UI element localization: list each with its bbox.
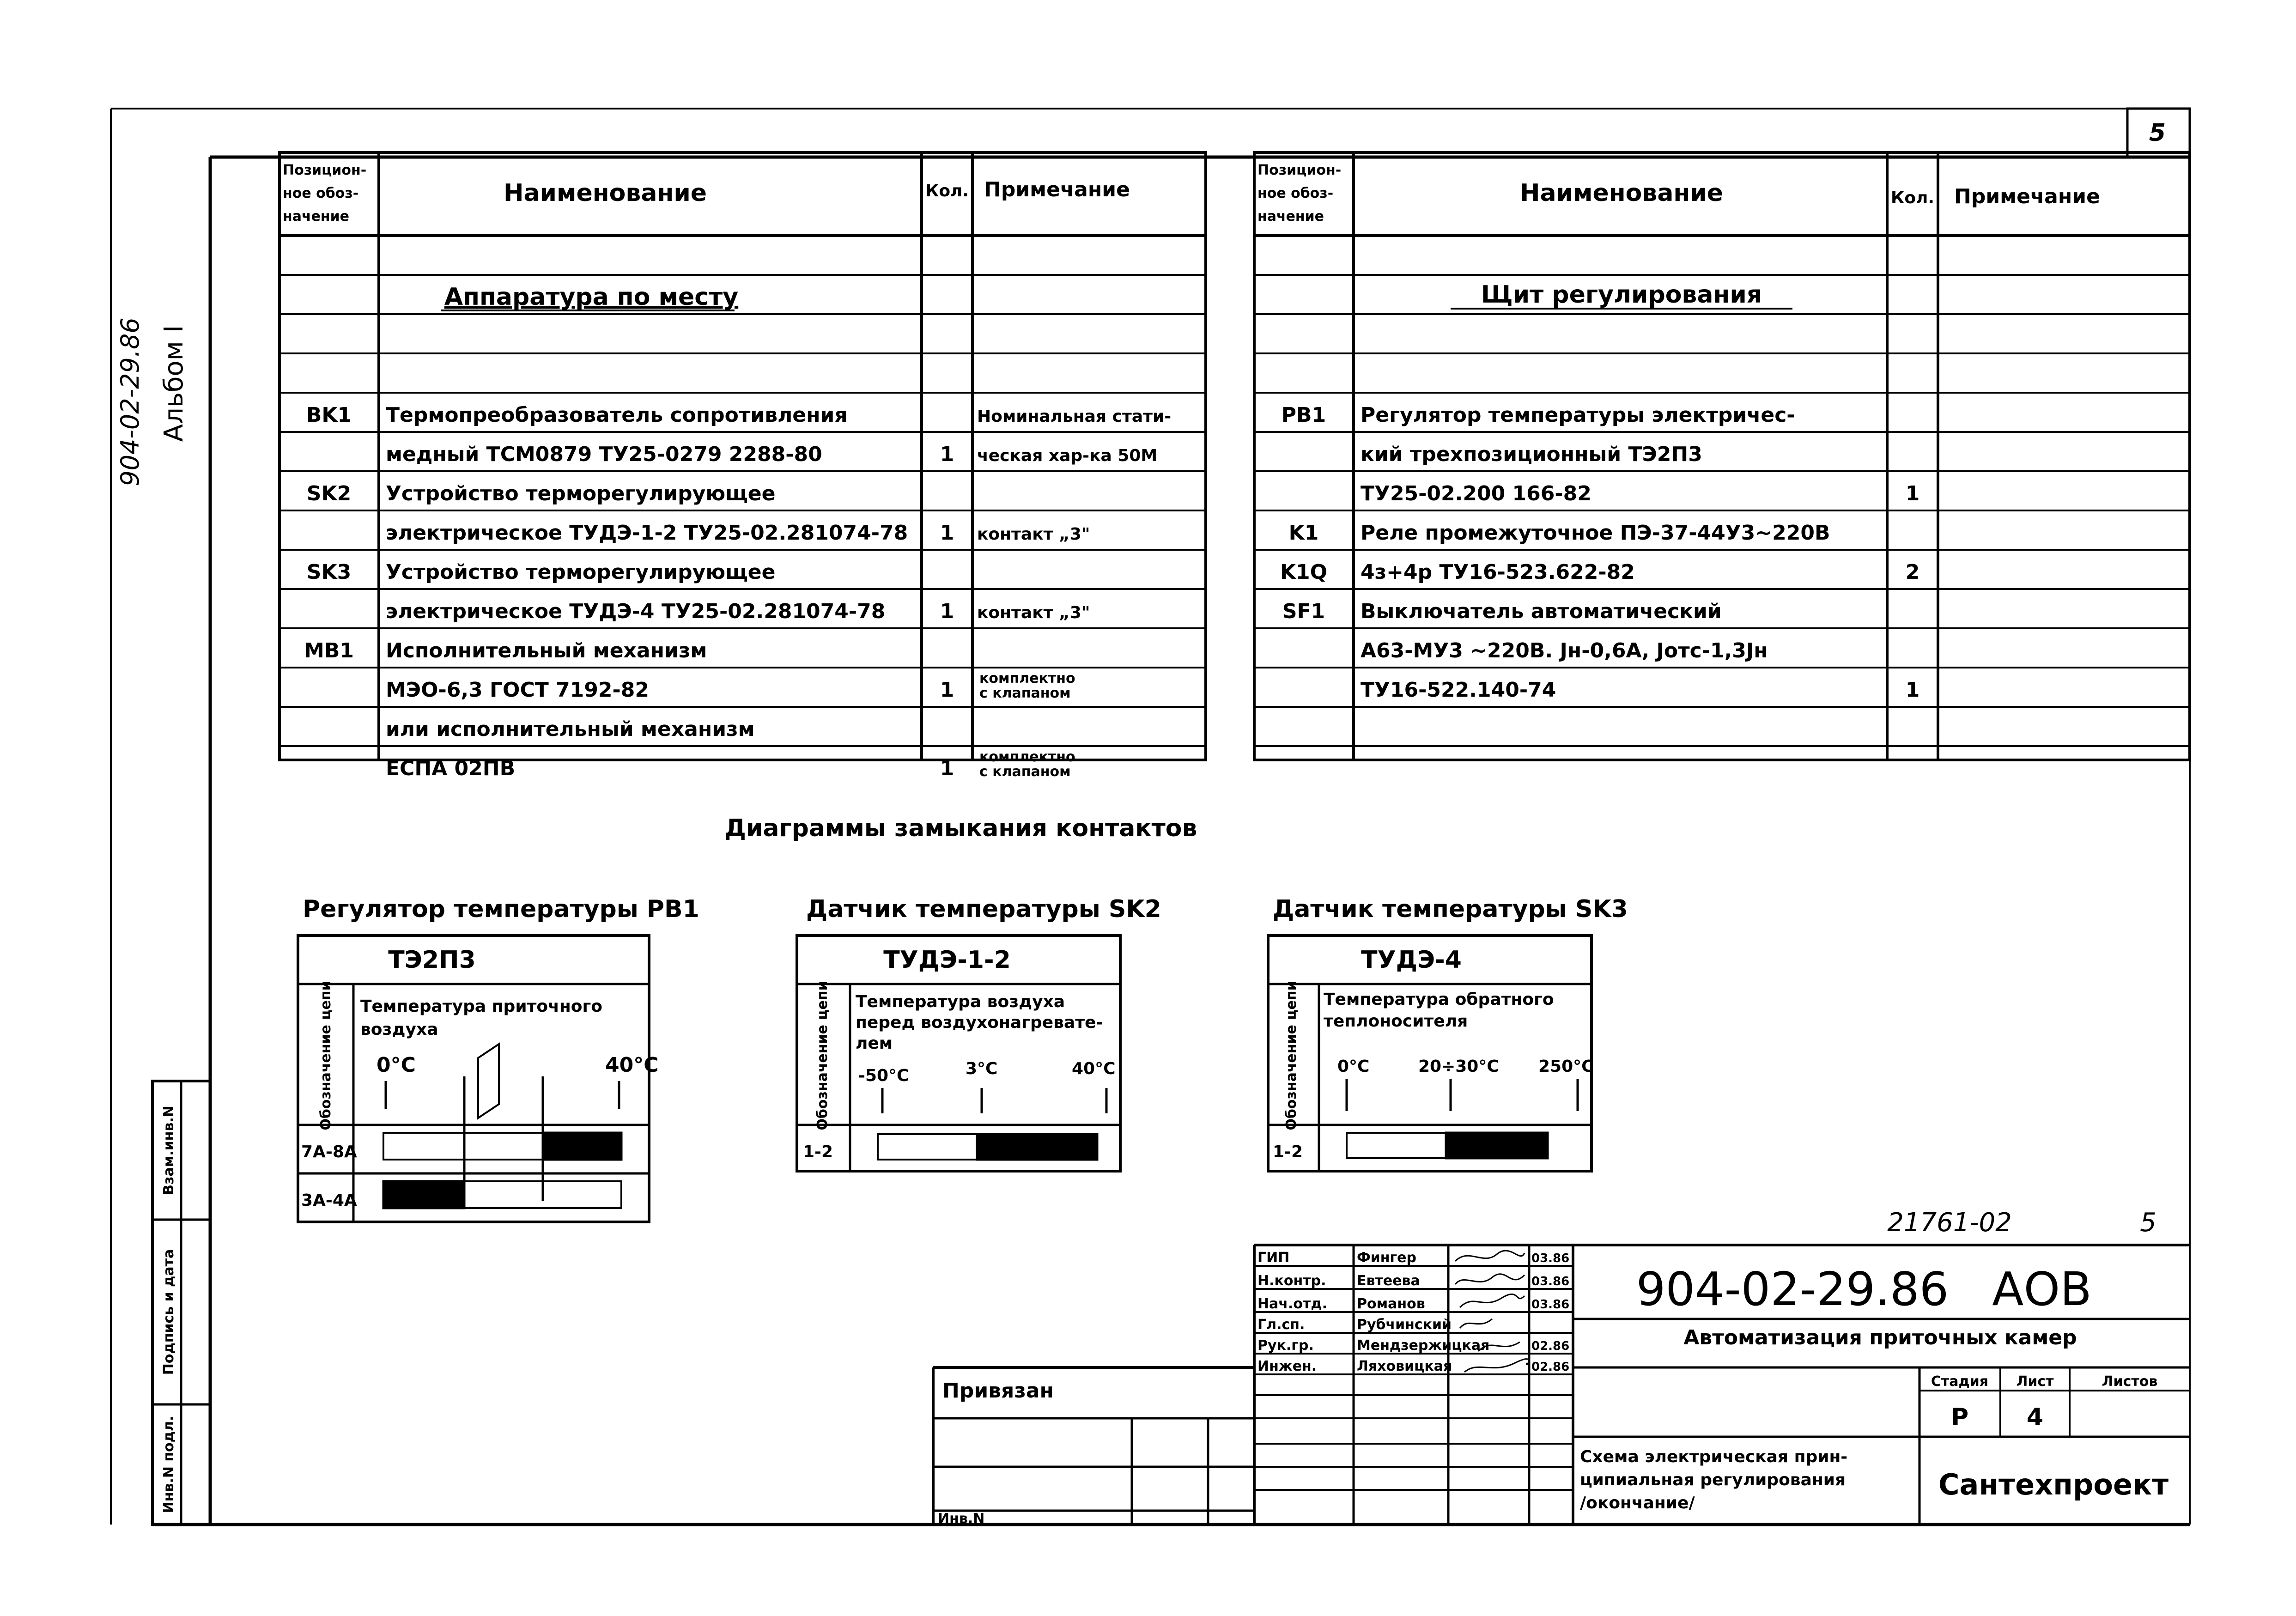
reg-number: 21761-02	[1887, 1208, 2012, 1238]
title-sheet-label: Лист	[2016, 1373, 2054, 1390]
sig-date: 03.86	[1531, 1275, 1570, 1288]
sig-name: Ляховицкая	[1357, 1358, 1452, 1374]
lt-row-name: Термопреобразователь сопротивления	[386, 403, 848, 427]
sig-name: Мендзержицкая	[1357, 1337, 1490, 1354]
sig-role: Гл.сп.	[1257, 1317, 1305, 1333]
diagram-2-circuit-1: 1-2	[803, 1142, 833, 1161]
lt-row-poz: SK3	[306, 560, 352, 584]
rt-row-name: А63-МУ3 ~220В. Jн-0,6А, Jотс-1,3Jн	[1361, 639, 1768, 662]
lt-row-kol: 1	[940, 600, 954, 623]
stamp-podpis: Подпись и дата	[161, 1249, 177, 1375]
sig-date: 03.86	[1531, 1251, 1570, 1265]
lt-header-kol: Кол.	[925, 182, 969, 200]
sig-role: Н.контр.	[1257, 1273, 1326, 1289]
title-stage: Р	[1950, 1403, 1969, 1431]
lt-row-name: ЕСПА 02ПВ	[386, 757, 516, 780]
diagram-2-tick-1: 3°С	[966, 1059, 998, 1078]
rt-row-name: 4з+4р ТУ16-523.622-82	[1361, 560, 1635, 584]
rt-header-prim: Примечание	[1954, 185, 2100, 208]
lt-header-poz-2: ное обоз-	[283, 185, 359, 201]
lt-row-poz: SK2	[306, 482, 352, 505]
lt-row-name: или исполнительный механизм	[386, 717, 755, 741]
lt-row-prim: ческая хар-ка 50М	[977, 446, 1158, 465]
sig-role: ГИП	[1257, 1250, 1290, 1266]
rt-row-poz: SF1	[1282, 600, 1325, 623]
sig-role: Рук.гр.	[1257, 1337, 1314, 1354]
lt-row-name: Исполнительный механизм	[386, 639, 707, 662]
diagram-1-desc-1: Температура приточного	[360, 997, 603, 1016]
diagram-1-caption: Регулятор температуры PB1	[303, 895, 699, 923]
rt-row-name: ТУ16-522.140-74	[1361, 678, 1556, 702]
lt-row-kol: 1	[940, 443, 954, 466]
lt-header-poz-3: начение	[283, 208, 350, 225]
margin-doc-code: 904-02-29.86	[115, 317, 145, 486]
rt-section-title: Щит регулирования	[1481, 281, 1762, 309]
title-stage-label: Стадия	[1931, 1373, 1989, 1390]
diagram-1-circuit-1: 7А-8А	[301, 1142, 357, 1161]
rt-row-poz: K1Q	[1280, 560, 1328, 584]
title-page-number: 5	[2140, 1208, 2156, 1238]
diagram-1-circuit-2: 3А-4А	[301, 1191, 357, 1210]
stamp-inv-podl: Инв.N подл.	[161, 1416, 177, 1513]
rt-row-name: Регулятор температуры электричес-	[1361, 403, 1795, 427]
sig-role: Инжен.	[1257, 1358, 1317, 1374]
diagram-3-caption: Датчик температуры SK3	[1273, 895, 1628, 923]
diagram-1-desc-2: воздуха	[360, 1020, 438, 1039]
diagram-3-desc-2: теплоносителя	[1324, 1012, 1468, 1031]
title-inv: Инв.N	[938, 1511, 985, 1527]
rt-header-poz-1: Позицион-	[1257, 162, 1342, 178]
rt-header-poz-3: начение	[1257, 208, 1324, 225]
lt-row-kol: 1	[940, 678, 954, 702]
rt-header-name: Наименование	[1519, 179, 1724, 207]
sig-name: Евтеева	[1357, 1273, 1420, 1289]
diagram-2-caption: Датчик температуры SK2	[806, 895, 1161, 923]
lt-row-name: МЭО-6,3 ГОСТ 7192-82	[386, 678, 650, 702]
rt-row-name: ТУ25-02.200 166-82	[1361, 482, 1591, 505]
diagram-1-device: ТЭ2П3	[388, 946, 476, 974]
title-sheet-title-2: ципиальная регулирования	[1580, 1470, 1846, 1489]
lt-row-name: Устройство терморегулирующее	[386, 560, 776, 584]
rt-row-poz: K1	[1288, 521, 1319, 545]
rt-row-kol: 1	[1905, 678, 1920, 702]
rt-row-poz: PB1	[1281, 403, 1326, 427]
lt-row-kol: 1	[940, 521, 954, 545]
diagram-2-tick-0: -50°С	[858, 1066, 909, 1085]
sig-date: 02.86	[1531, 1339, 1570, 1353]
rt-row-kol: 1	[1905, 482, 1920, 505]
diagram-1-col-label: Обозначение цепи	[318, 981, 334, 1130]
left-table-body	[304, 403, 1171, 780]
title-doc-code: 904-02-29.86	[1636, 1262, 1949, 1316]
diagram-2-desc-1: Температура воздуха	[856, 992, 1065, 1011]
right-table-body	[1280, 403, 1919, 702]
diagram-3-tick-0: 0°С	[1337, 1057, 1370, 1076]
title-organization: Сантехпроект	[1938, 1468, 2169, 1501]
sig-date: 03.86	[1531, 1298, 1570, 1312]
lt-row-name: медный ТСМ0879 ТУ25-0279 2288-80	[386, 443, 822, 466]
lt-header-name: Наименование	[503, 179, 707, 207]
lt-row-kol: 1	[940, 757, 954, 780]
title-privyazan: Привязан	[942, 1379, 1054, 1403]
sig-name: Романов	[1357, 1296, 1425, 1312]
title-sheets-label: Листов	[2102, 1373, 2158, 1390]
lt-row-prim: комплектно	[979, 670, 1075, 686]
sig-date: 02.86	[1531, 1360, 1570, 1374]
rt-header-poz-2: ное обоз-	[1257, 185, 1334, 201]
diagram-3-desc-1: Температура обратного	[1324, 990, 1554, 1009]
lt-row-poz: MB1	[304, 639, 354, 662]
lt-header-poz-1: Позицион-	[283, 162, 367, 178]
diagram-2-col-label: Обозначение цепи	[814, 981, 831, 1130]
title-project: Автоматизация приточных камер	[1683, 1326, 2077, 1349]
diagram-3-device: ТУДЭ-4	[1361, 946, 1462, 974]
diagrams-title: Диаграммы замыкания контактов	[724, 814, 1197, 842]
rt-row-name: кий трехпозиционный ТЭ2П3	[1361, 443, 1702, 466]
lt-row-prim: контакт „3"	[977, 525, 1090, 544]
lt-row-name: электрическое ТУДЭ-4 ТУ25-02.281074-78	[386, 600, 886, 623]
diagram-2-desc-2: перед воздухонагревате-	[856, 1013, 1103, 1032]
rt-header-kol: Кол.	[1890, 188, 1935, 207]
diagram-1-tick-0: 0°С	[377, 1053, 416, 1077]
lt-row-prim-2: с клапаном	[979, 764, 1071, 780]
title-sheet: 4	[2026, 1403, 2044, 1431]
lt-row-name: электрическое ТУДЭ-1-2 ТУ25-02.281074-78	[386, 521, 908, 545]
diagram-1-tick-1: 40°С	[605, 1053, 659, 1077]
lt-row-name: Устройство терморегулирующее	[386, 482, 776, 505]
sig-name: Фингер	[1357, 1250, 1416, 1266]
stamp-vzam: Взам.инв.N	[161, 1106, 177, 1195]
lt-section-title: Аппаратура по месту	[444, 283, 739, 311]
diagram-3-col-label: Обозначение цепи	[1283, 981, 1300, 1130]
diagram-2-desc-3: лем	[856, 1034, 893, 1053]
sheet-number-top: 5	[2149, 119, 2166, 147]
diagram-2-device: ТУДЭ-1-2	[883, 946, 1011, 974]
sig-name: Рубчинский	[1357, 1317, 1452, 1333]
title-sheet-title-1: Схема электрическая прин-	[1580, 1447, 1848, 1466]
rt-row-name: Выключатель автоматический	[1361, 600, 1722, 623]
lt-row-prim: комплектно	[979, 749, 1075, 765]
rt-row-kol: 2	[1905, 560, 1920, 584]
lt-header-prim: Примечание	[984, 178, 1130, 201]
rt-row-name: Реле промежуточное ПЭ-37-44У3~220В	[1361, 521, 1830, 545]
diagram-3-tick-2: 250°С	[1538, 1057, 1594, 1076]
lt-row-poz: BK1	[306, 403, 352, 427]
margin-album: Альбом I	[159, 325, 189, 442]
diagram-2-tick-2: 40°С	[1072, 1059, 1116, 1078]
sig-role: Нач.отд.	[1257, 1296, 1327, 1312]
title-suffix: АОВ	[1992, 1262, 2092, 1316]
lt-row-prim: Номинальная стати-	[977, 407, 1172, 426]
diagram-3-tick-1: 20÷30°С	[1418, 1057, 1499, 1076]
title-sheet-title-3: /окончание/	[1580, 1494, 1695, 1513]
diagram-3-circuit-1: 1-2	[1273, 1142, 1303, 1161]
lt-row-prim-2: с клапаном	[979, 685, 1071, 701]
lt-row-prim: контакт „3"	[977, 603, 1090, 622]
